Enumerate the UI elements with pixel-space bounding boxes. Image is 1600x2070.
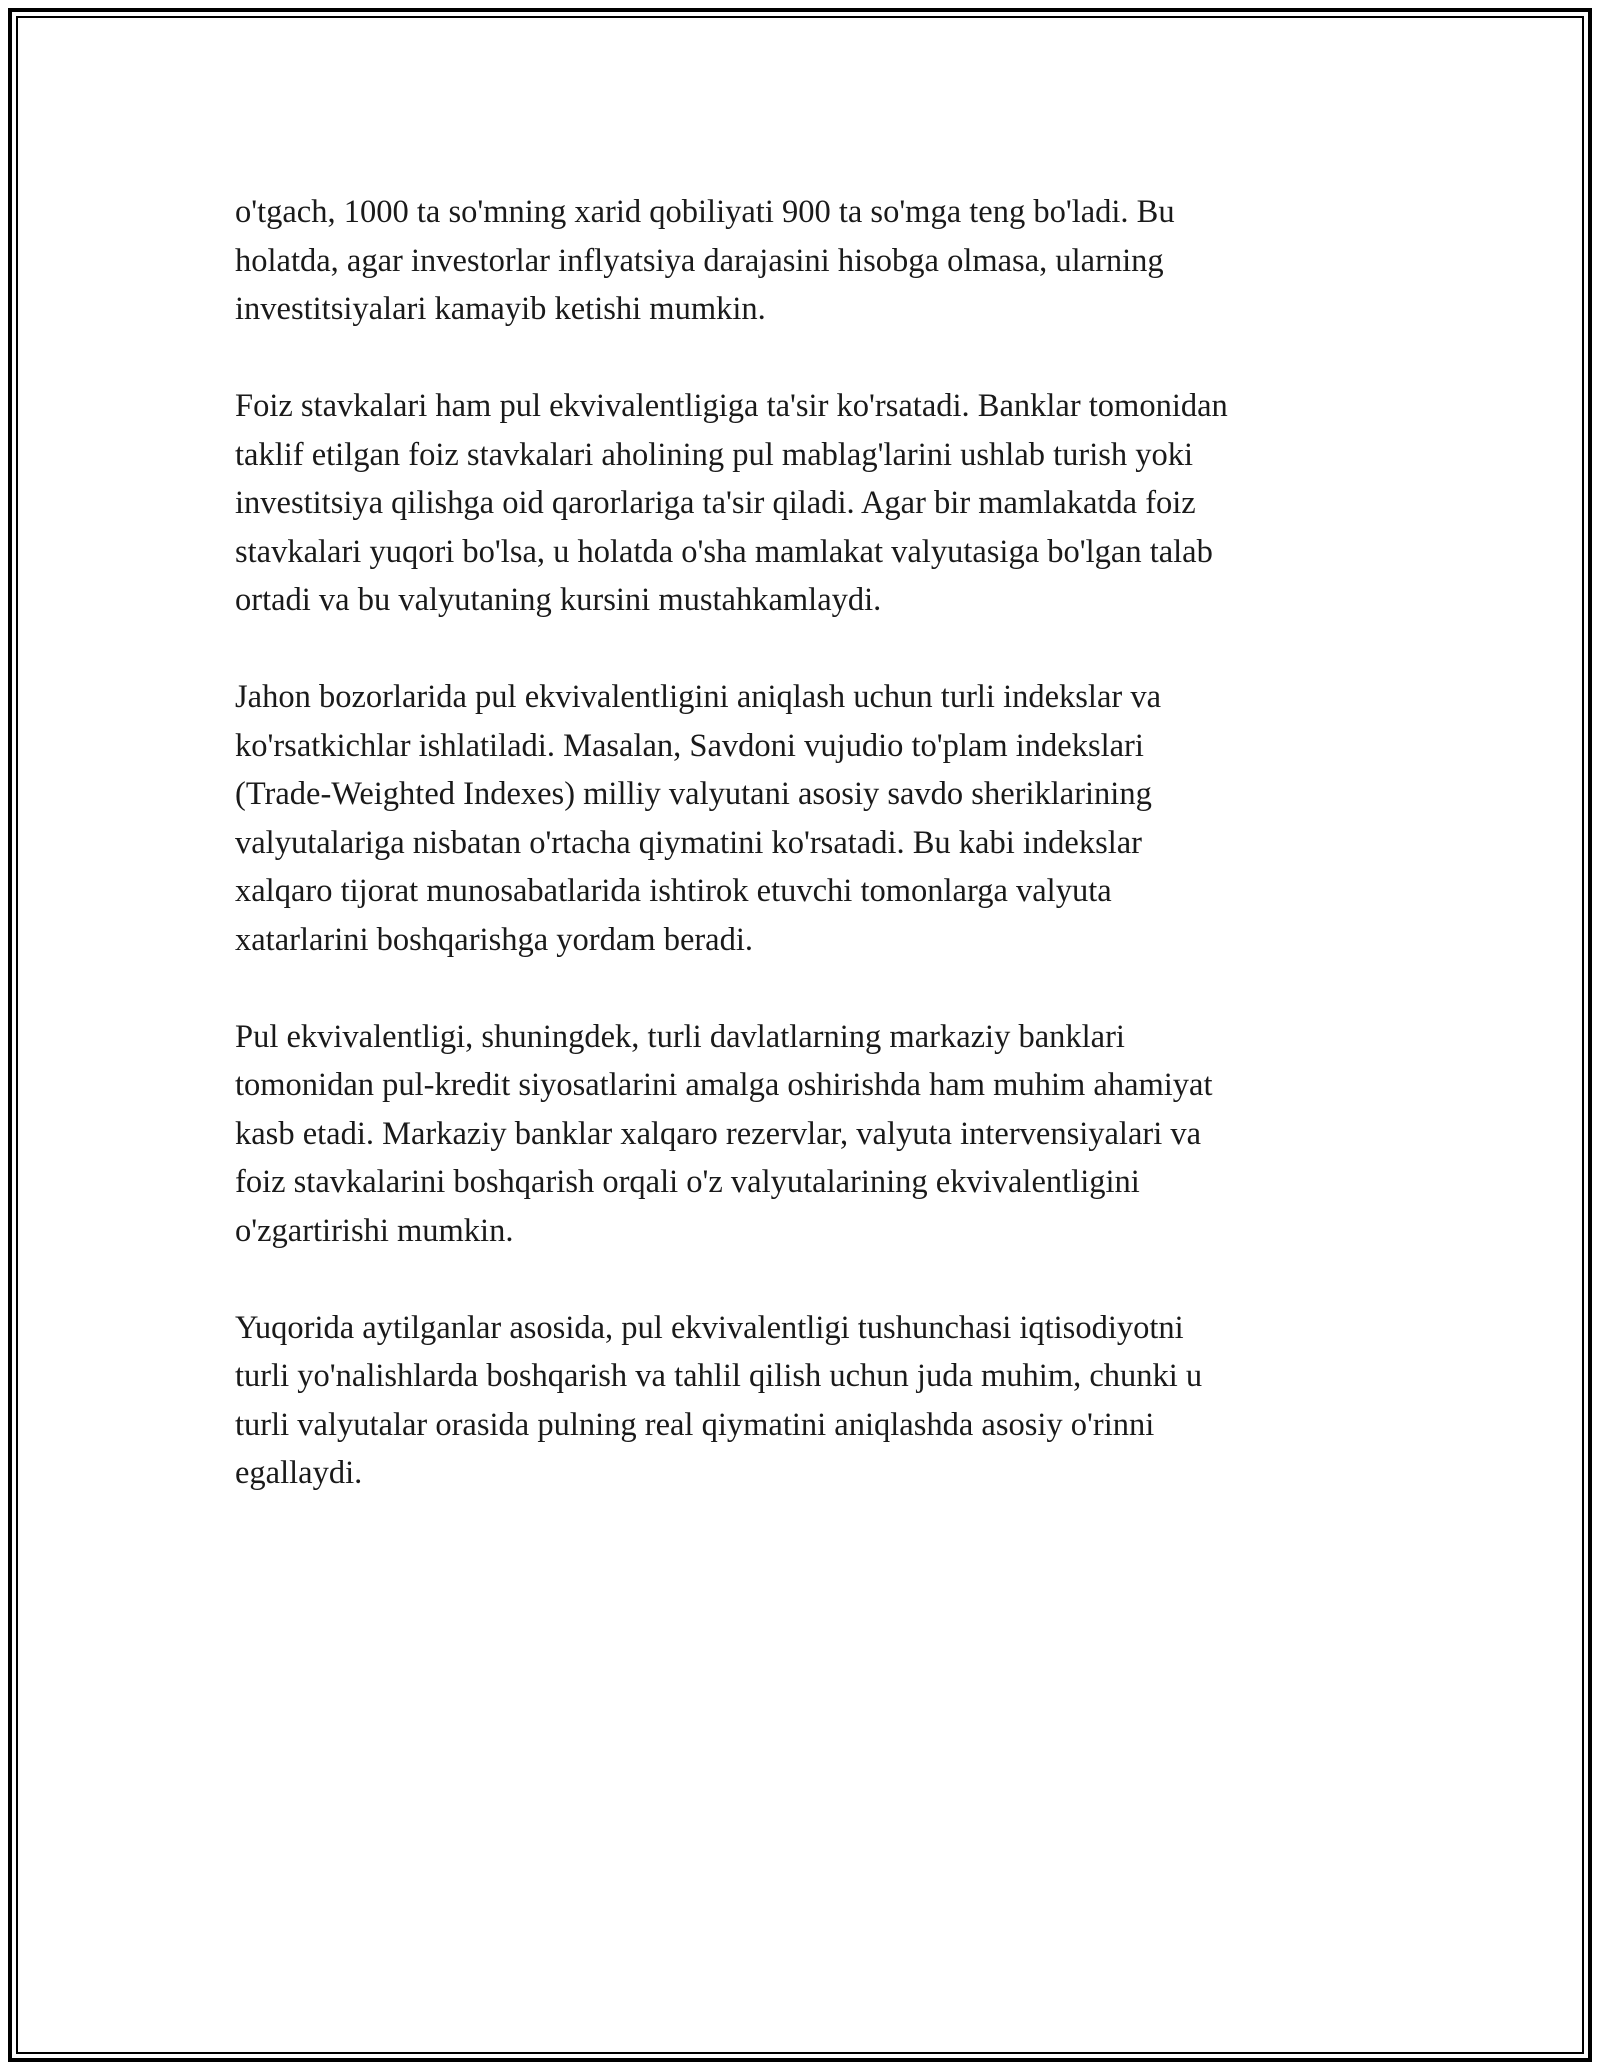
document-body <box>235 188 1365 1546</box>
text-line: kasb etadi. Markaziy banklar xalqaro rezervlar, valyuta intervensiyalari va <box>235 1115 1202 1152</box>
paragraph-2 <box>235 382 1365 625</box>
text-line: o'zgartirishi mumkin. <box>235 1212 514 1249</box>
text-line: investitsiyalari kamayib ketishi mumkin. <box>235 291 766 327</box>
paragraph-5 <box>235 1304 1365 1498</box>
text-line: ko'rsatkichlar ishlatiladi. Masalan, Savdoni vujudio to'plam indekslari <box>235 727 1144 764</box>
text-line: tomonidan pul-kredit siyosatlarini amalga oshirishda ham muhim ahamiyat <box>235 1067 1213 1103</box>
text-line: foiz stavkalarini boshqarish orqali o'z valyutalarining ekvivalentligini <box>235 1164 1140 1200</box>
text-line: taklif etilgan foiz stavkalari aholining pul mablag'larini ushlab turish yoki <box>235 436 1194 473</box>
text-line: o'tgach, 1000 ta so'mning xarid qobiliyati 900 ta so'mga teng bo'ladi. Bu <box>235 194 1175 230</box>
paragraph-3 <box>235 673 1365 964</box>
text-line: Jahon bozorlarida pul ekvivalentligini aniqlash uchun turli indekslar va <box>235 679 1162 715</box>
text-line: Foiz stavkalari ham pul ekvivalentligiga ta'sir ko'rsatadi. Banklar tomonidan <box>235 388 1228 424</box>
paragraph-4 <box>235 1013 1365 1256</box>
text-line: holatda, agar investorlar inflyatsiya darajasini hisobga olmasa, ularning <box>235 242 1164 279</box>
text-line: Pul ekvivalentligi, shuningdek, turli davlatlarning markaziy banklari <box>235 1018 1125 1055</box>
text-line: xalqaro tijorat munosabatlarida ishtirok etuvchi tomonlarga valyuta <box>235 873 1112 909</box>
text-line: valyutalariga nisbatan o'rtacha qiymatini ko'rsatadi. Bu kabi indekslar <box>235 824 1143 861</box>
text-line: (Trade-Weighted Indexes) milliy valyutani asosiy savdo sheriklarining <box>235 776 1152 812</box>
text-line: egallaydi. <box>235 1455 363 1491</box>
paragraph-1 <box>235 188 1365 334</box>
text-line: stavkalari yuqori bo'lsa, u holatda o'sha mamlakat valyutasiga bo'lgan talab <box>235 533 1213 570</box>
text-line: Yuqorida aytilganlar asosida, pul ekvivalentligi tushunchasi iqtisodiyotni <box>235 1309 1184 1346</box>
text-line: xatarlarini boshqarishga yordam beradi. <box>235 921 754 958</box>
text-line: investitsiya qilishga oid qarorlariga ta'sir qiladi. Agar bir mamlakatda foiz <box>235 485 1196 521</box>
text-line: turli valyutalar orasida pulning real qiymatini aniqlashda asosiy o'rinni <box>235 1406 1155 1443</box>
text-line: ortadi va bu valyutaning kursini mustahkamlaydi. <box>235 582 882 618</box>
text-line: turli yo'nalishlarda boshqarish va tahlil qilish uchun juda muhim, chunki u <box>235 1358 1203 1394</box>
